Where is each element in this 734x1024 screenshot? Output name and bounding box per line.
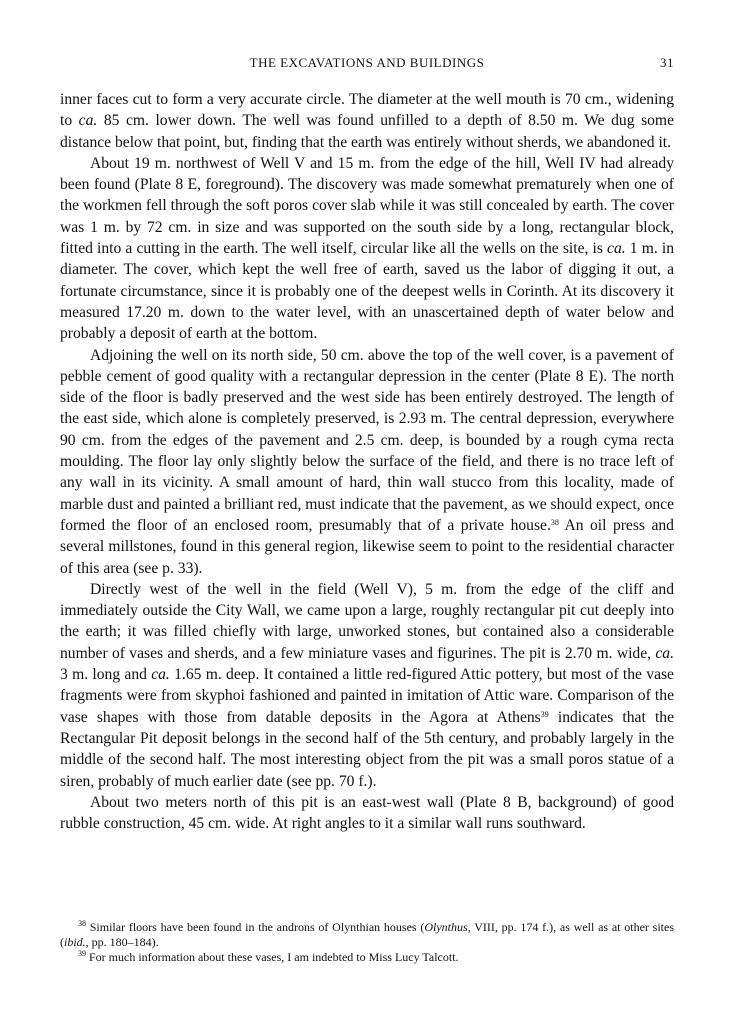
running-title: THE EXCAVATIONS AND BUILDINGS <box>249 55 485 70</box>
text-run: Adjoining the well on its north side, 50 cm. above the top of the well cover, is a pavement of pebble cement of good quality with a rectangular depression in the center (Plate 8 E). The north side of the floor is badly preserved and the west side has been entirely destroyed. The length of the east side, which alone is completely preserved, is 2.93 m. The central depression, everywhere 90 cm. from the edges of the pavement and 2.5 cm. deep, is bounded by a rough cyma recta moulding. The floor lay only slightly below the surface of the field, and there is no trace left of any wall in its vicinity. A small amount of hard, thin wall stucco from this locality, made of marble dust and painted a brilliant red, must indicate that the pavement, as we should expect, once formed the floor of an enclosed room, presumably that of a private house. <box>60 346 674 534</box>
footnotes <box>60 920 674 965</box>
text-run: 3 m. long and <box>60 666 152 684</box>
text-run: About 19 m. northwest of Well V and 15 m. from the edge of the hill, Well IV had already been found (Plate 8 E, foreground). The discovery was made somewhat prematurely when one of the workmen fell through the soft poros cover slab while it was still concealed by earth. The cover was 1 m. by 72 cm. in size and was supported on the south side by a long, rectangular block, fitted into a cutting in the earth. The well itself, circular like all the wells on the site, is <box>60 154 674 258</box>
text-run: 1 m. in diameter. The cover, which kept the well free of earth, saved us the labor of digging it out, a fortunate circumstance, since it is probably one of the deepest wells in Corinth. At its discovery it measured 17.20 m. down to the water level, with an unascertained depth of water below and probably a deposit of earth at the bottom. <box>60 240 674 343</box>
running-header <box>60 55 674 75</box>
text-run: An oil press and several millstones, found in this general region, likewise seem to point to the residential character of this area (see p. 33). <box>60 516 674 577</box>
text-run: pp. 180–184). <box>88 935 159 949</box>
footnote-reference: 38 <box>550 517 559 527</box>
paragraph-2 <box>60 153 674 345</box>
italic-text: ca. <box>607 240 626 258</box>
footnote-38 <box>60 920 674 950</box>
footnote-reference: 38 <box>78 919 86 928</box>
text-run: About two meters north of this pit is an east-west wall (Plate 8 B, background) of good rubble construction, 45 cm. wide. At right angles to it a similar wall runs southward. <box>60 793 674 833</box>
text-run: 85 cm. lower down. The well was found unfilled to a depth of 8.50 m. We dug some distance below that point, but, finding that the earth was entirely without sherds, we abandoned it. <box>60 112 674 151</box>
page-number: 31 <box>660 55 674 70</box>
italic-text: ca. <box>78 112 98 130</box>
paragraph-1 <box>60 89 674 153</box>
text-run: Similar floors have been found in the androns of Olynthian houses ( <box>86 920 425 934</box>
body-text <box>60 89 674 834</box>
footnote-39 <box>60 950 674 965</box>
footnote-reference: 39 <box>540 709 549 719</box>
footnote-reference: 39 <box>78 949 86 958</box>
italic-text: ca. <box>151 666 170 684</box>
text-run: indicates that the Rectangular Pit deposit belongs in the second half of the 5th century, and probably largely in the middle of the second half. The most interesting object from the pit was a small poros statue of a siren, probably of much earlier date (see pp. 70 f.). <box>60 708 674 790</box>
paragraph-3 <box>60 345 674 579</box>
italic-text: ibid., <box>64 935 89 949</box>
italic-text: Olynthus, <box>424 920 471 934</box>
paragraph-5 <box>60 792 674 835</box>
text-run: inner faces cut to form a very accurate circle. The diameter at the well mouth is 70 cm., widening to <box>60 91 674 130</box>
text-run: Directly west of the well in the field (Well V), 5 m. from the edge of the cliff and immediately outside the City Wall, we came upon a large, roughly rectangular pit cut deeply into the earth; it was filled chiefly with large, unworked stones, but contained also a considerable number of vases and sherds, and a few miniature vases and figurines. The pit is 2.70 m. wide, <box>60 580 674 662</box>
italic-text: ca. <box>655 644 674 662</box>
text-run: 1.65 m. deep. It contained a little red-figured Attic pottery, but most of the vase fragments were from skyphoi fashioned and painted in imitation of Attic ware. Comparison of the vase shapes with those from datable deposits in the Agora at Athens <box>60 666 674 726</box>
paragraph-4 <box>60 579 674 792</box>
text-run: For much information about these vases, I am indebted to Miss Lucy Talcott. <box>86 950 459 964</box>
text-run: VIII, pp. 174 f.), as well as at other sites ( <box>60 920 674 949</box>
